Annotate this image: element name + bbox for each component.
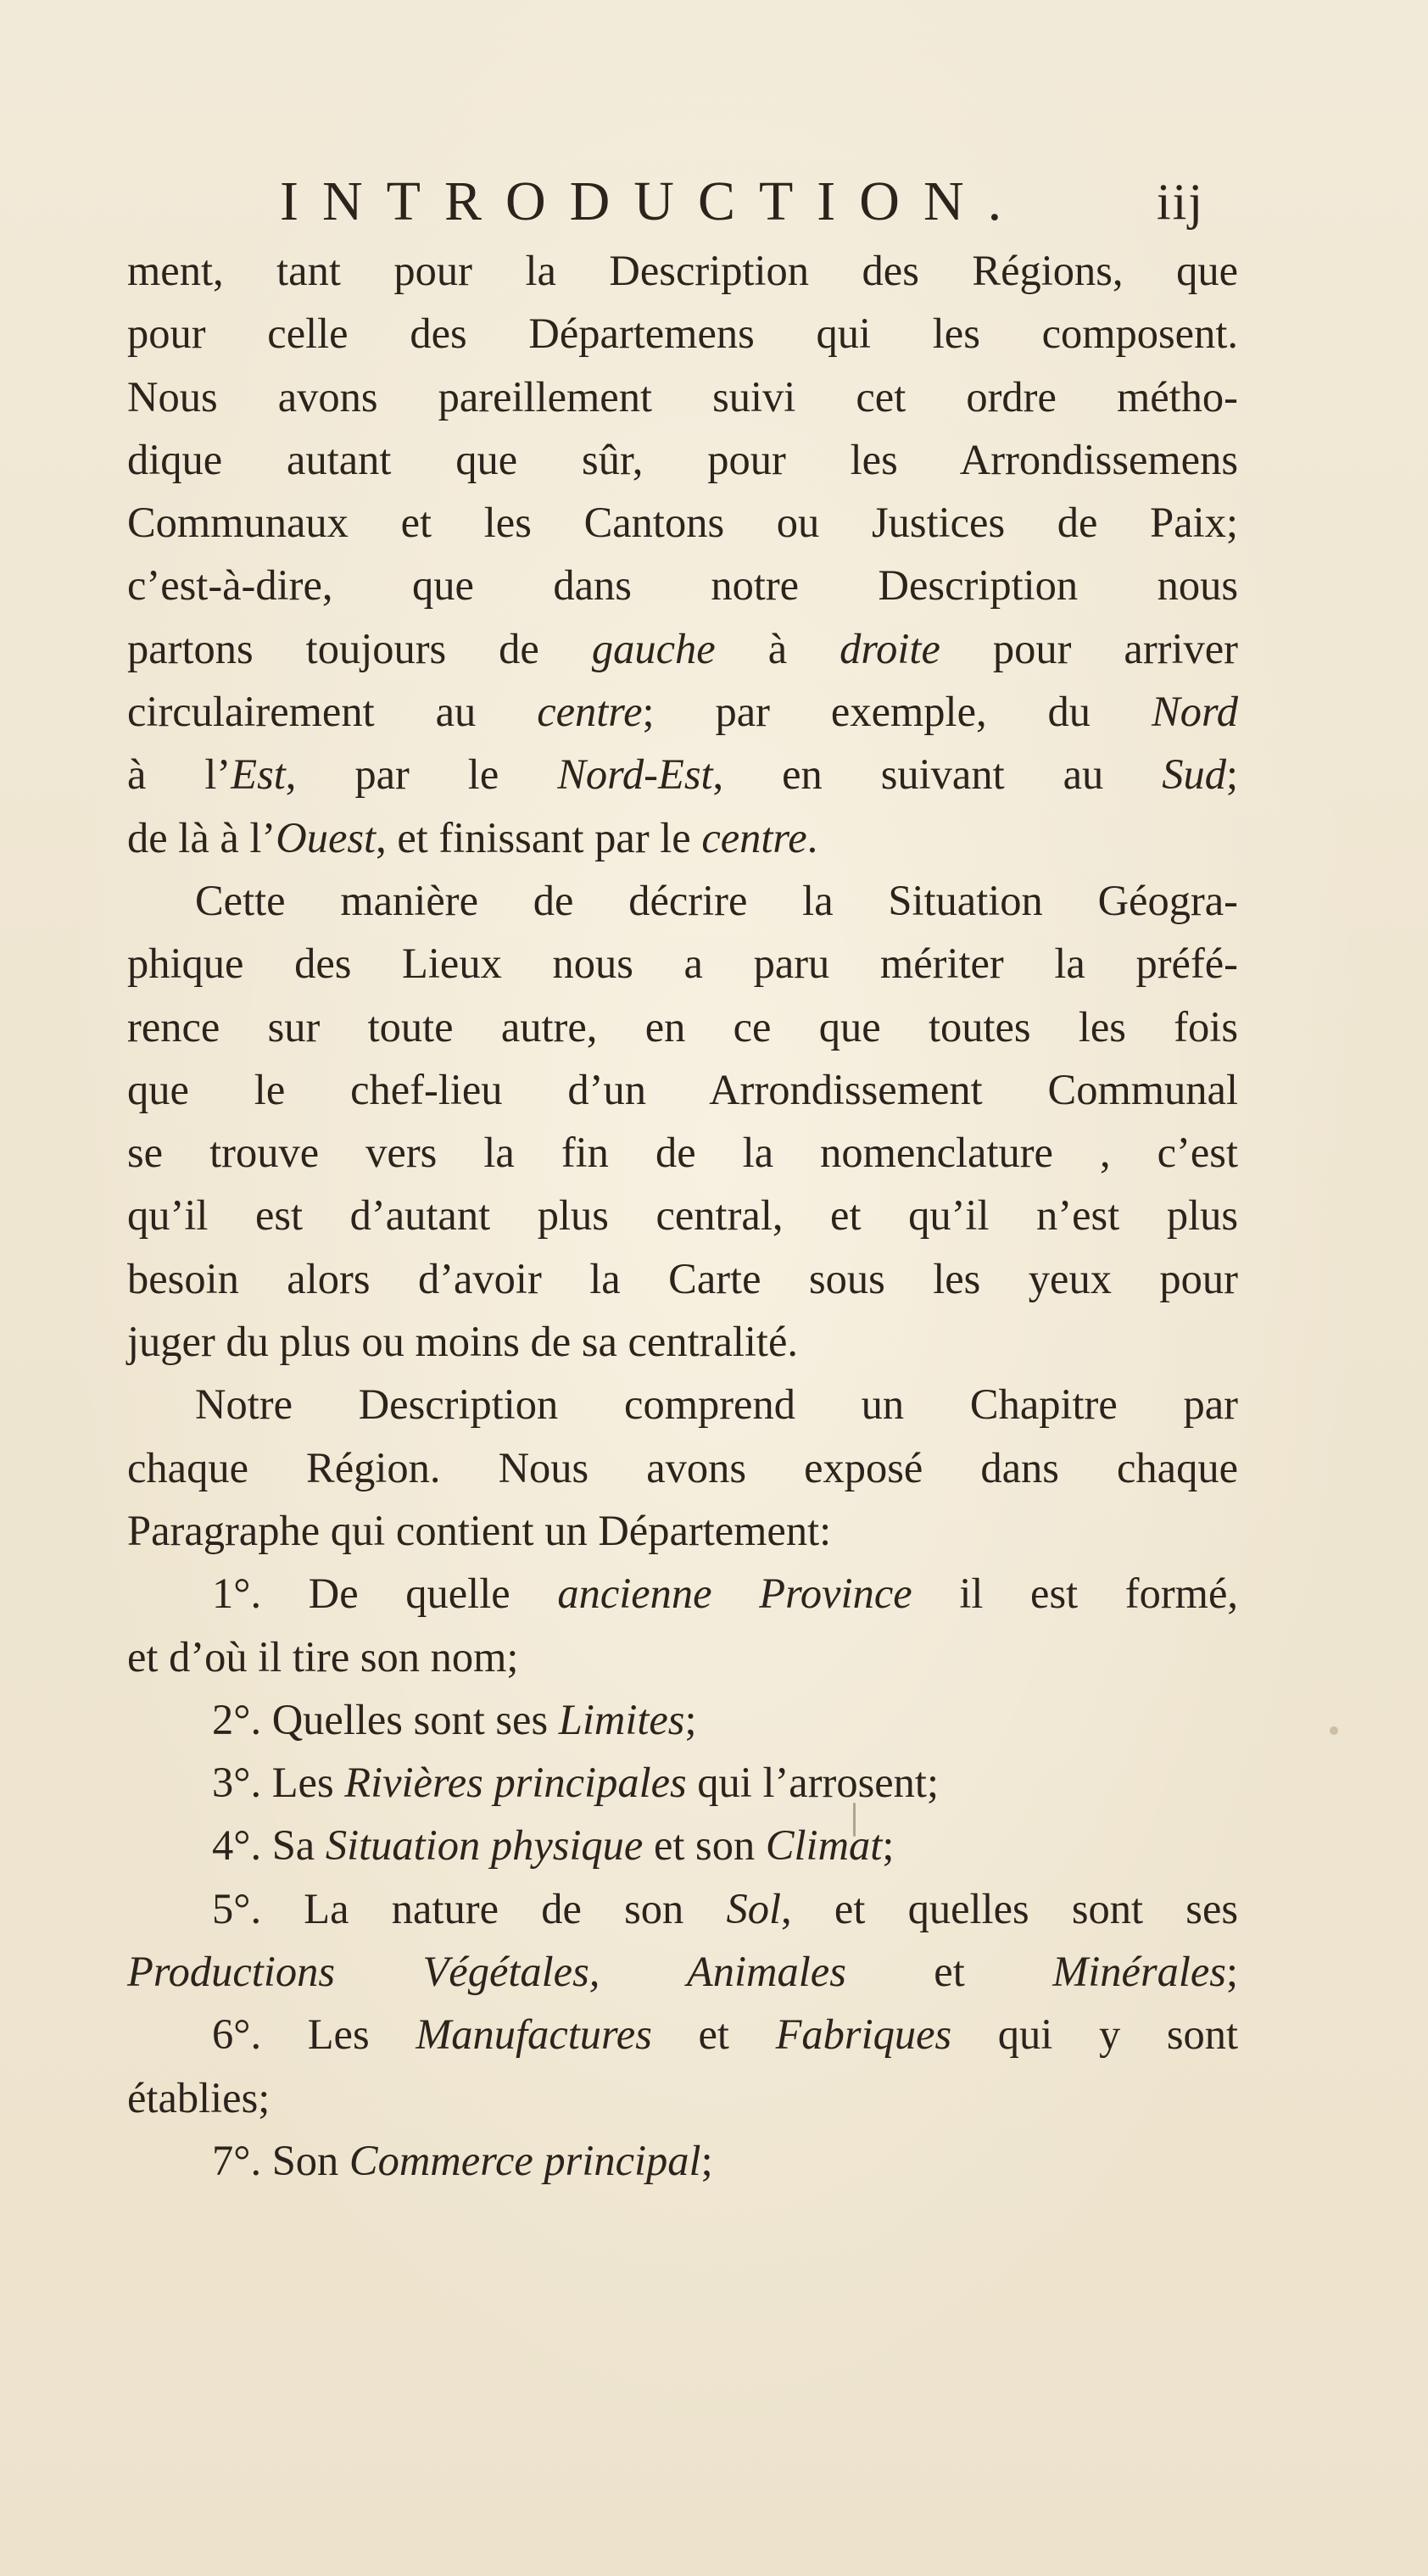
text-run: il est formé, xyxy=(912,1570,1238,1618)
text-run: de là à l’ xyxy=(127,813,276,861)
running-head-title: INTRODUCTION. xyxy=(280,170,1026,232)
text-run: à l’ xyxy=(127,750,231,799)
text-run: qui l’arrosent; xyxy=(686,1759,939,1807)
text-run: 5°. La nature de son xyxy=(212,1884,727,1932)
text-line xyxy=(127,680,1238,743)
text-run: 4°. Sa xyxy=(212,1821,326,1870)
text-line: dique autant que sûr, pour les Arrondissemens xyxy=(127,435,1238,483)
list-item-continued xyxy=(127,1940,1238,2003)
italic-run: Sol xyxy=(726,1884,782,1932)
list-item xyxy=(127,1814,1238,1876)
list xyxy=(127,1562,1238,2192)
italic-run: Manufactures xyxy=(416,2010,652,2059)
italic-run: Productions Végétales, Animales xyxy=(127,1948,846,1996)
body-text xyxy=(127,239,1238,2192)
text-line: chaque Région. Nous avons exposé dans chaque xyxy=(127,1443,1238,1492)
italic-run: droite xyxy=(840,624,940,672)
text-run: 6°. Les xyxy=(212,2010,416,2059)
italic-run: Limites xyxy=(558,1695,685,1743)
text-line: besoin alors d’avoir la Carte sous les yeux pour xyxy=(127,1254,1238,1302)
text-run: qui y sont xyxy=(951,2010,1238,2059)
text-run: ; xyxy=(1225,1948,1238,1996)
text-line: qu’il est d’autant plus central, et qu’il n’est plus xyxy=(127,1191,1238,1240)
text-line: Cette manière de décrire la Situation Géogra- xyxy=(195,876,1238,924)
text-line: se trouve vers la fin de la nomenclature , c’est xyxy=(127,1129,1238,1177)
text-run: . xyxy=(806,813,818,861)
text-line: phique des Lieux nous a paru mériter la préfé- xyxy=(127,940,1238,988)
text-line: rence sur toute autre, en ce que toutes les fois xyxy=(127,1002,1238,1051)
text-run: ; par exemple, du xyxy=(642,688,1152,736)
paragraph-continued xyxy=(127,932,1238,1373)
paper-foxing-spot xyxy=(1330,1726,1338,1735)
italic-run: Fabriques xyxy=(775,2010,952,2059)
italic-run: Climat xyxy=(765,1821,883,1870)
text-run: , par le xyxy=(285,750,558,799)
text-run: ; xyxy=(1225,750,1238,799)
italic-run: Rivières principales xyxy=(344,1759,687,1807)
text-run: partons toujours de xyxy=(127,624,592,672)
text-run: ; xyxy=(700,2136,713,2184)
italic-run: Minérales xyxy=(1052,1948,1226,1996)
text-run: et xyxy=(651,2010,776,2059)
text-run: , en suivant au xyxy=(712,750,1163,799)
list-item xyxy=(127,2129,1238,2192)
italic-run: Nord-Est xyxy=(557,750,713,799)
list-item xyxy=(127,1562,1238,1625)
italic-run: centre xyxy=(537,688,643,736)
italic-run: Est xyxy=(231,750,286,799)
text-run: 1°. De quelle xyxy=(212,1570,558,1618)
text-line: ment, tant pour la Description des Régions, que xyxy=(127,247,1238,294)
text-line: Notre Description comprend un Chapitre par xyxy=(195,1380,1238,1429)
text-run: ; xyxy=(882,1821,895,1870)
text-line: c’est-à-dire, que dans notre Description nous xyxy=(127,561,1238,610)
text-line: que le chef-lieu d’un Arrondissement Communal xyxy=(127,1065,1238,1113)
text-run: 7°. Son xyxy=(212,2136,349,2184)
text-run: , et finissant par le xyxy=(376,813,702,861)
text-run: pour arriver xyxy=(940,624,1238,672)
text-line xyxy=(127,806,1238,869)
italic-run: gauche xyxy=(591,624,716,672)
list-item xyxy=(127,1688,1238,1751)
page-number: iij xyxy=(1156,174,1204,230)
text-line: Paragraphe qui contient un Département: xyxy=(127,1506,832,1554)
text-run: et son xyxy=(643,1821,766,1870)
list-item xyxy=(127,2003,1238,2066)
text-run: et xyxy=(845,1948,1053,1996)
text-line: juger du plus ou moins de sa centralité. xyxy=(127,1318,798,1366)
text-run: 2°. Quelles sont ses xyxy=(212,1695,559,1743)
italic-run: Situation physique xyxy=(325,1821,644,1870)
paragraph xyxy=(127,869,1238,932)
italic-run: centre xyxy=(701,813,807,861)
list-item xyxy=(127,1877,1238,1940)
text-line: pour celle des Départemens qui les composent. xyxy=(127,309,1238,358)
text-line: Nous avons pareillement suivi cet ordre métho- xyxy=(127,372,1238,421)
paragraph xyxy=(127,239,1238,869)
running-head xyxy=(280,168,1204,236)
text-run: ; xyxy=(684,1695,697,1743)
text-line xyxy=(127,617,1238,680)
italic-run: Commerce principal xyxy=(349,2136,701,2184)
list-item xyxy=(127,1751,1238,1814)
italic-run: Ouest xyxy=(276,813,377,861)
text-line xyxy=(127,743,1238,806)
italic-run: ancienne Province xyxy=(557,1570,912,1618)
italic-run: Nord xyxy=(1152,688,1238,736)
text-run: 3°. Les xyxy=(212,1759,345,1807)
text-run: circulairement au xyxy=(127,688,538,736)
text-run: à xyxy=(715,624,840,672)
list-item-continued: établies; xyxy=(127,2073,271,2122)
italic-run: Sud xyxy=(1162,750,1226,799)
text-run: , et quelles sont ses xyxy=(781,1884,1239,1932)
paragraph xyxy=(127,1373,1238,1436)
text-line: Communaux et les Cantons ou Justices de Paix; xyxy=(127,499,1238,547)
paragraph-continued xyxy=(127,1436,1238,1563)
list-item-continued: et d’où il tire son nom; xyxy=(127,1632,519,1681)
